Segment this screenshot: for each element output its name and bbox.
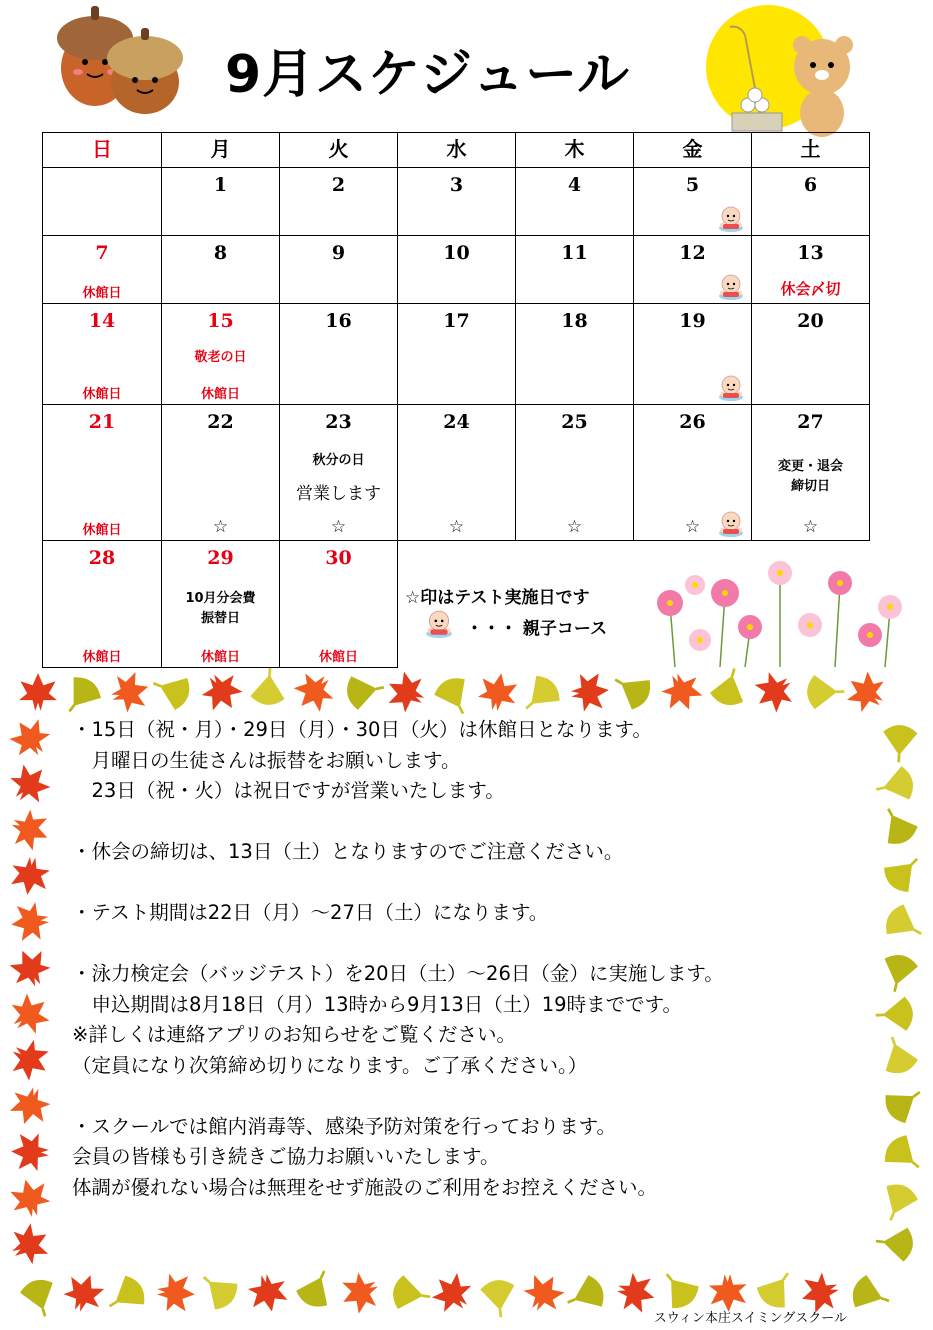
maple-leaf-icon — [569, 671, 611, 713]
closed-label: 休館日 — [200, 650, 240, 665]
notice-line — [72, 868, 724, 899]
day-number: 24 — [443, 411, 470, 433]
page-title: 9月スケジュール — [225, 45, 631, 105]
ginkgo-leaf-icon — [654, 1264, 702, 1313]
calendar-cell — [751, 167, 870, 236]
calendar-cell — [633, 167, 752, 236]
notice-line — [72, 807, 724, 838]
ginkgo-leaf-icon — [880, 847, 929, 896]
maple-leaf-icon — [6, 1082, 54, 1130]
weekday-sun: 日 — [42, 132, 162, 168]
maple-leaf-icon — [4, 1034, 56, 1086]
maple-leaf-icon — [381, 668, 432, 717]
change-deadline-line1: 変更・退会 — [777, 459, 843, 474]
weekday-tue: 火 — [279, 132, 398, 168]
calendar-cell-empty — [42, 167, 162, 236]
fee-transfer-line2: 振替日 — [200, 611, 240, 626]
ginkgo-leaf-icon — [391, 1275, 432, 1313]
ginkgo-leaf-icon — [875, 997, 913, 1031]
maple-leaf-icon — [518, 1267, 570, 1319]
notice-line: 23日（祝・火）は祝日ですが営業いたします。 — [72, 779, 505, 802]
calendar-cell — [397, 303, 516, 405]
calendar-cell — [279, 303, 398, 405]
notice-text — [72, 715, 724, 1203]
day-number: 5 — [685, 174, 700, 196]
calendar-cell — [279, 540, 398, 668]
calendar-cell — [42, 404, 162, 541]
day-number: 4 — [567, 174, 582, 196]
calendar-cell — [397, 235, 516, 304]
baby-icon — [717, 509, 745, 537]
weekday-fri: 金 — [633, 132, 752, 168]
fee-transfer-line1: 10月分会費 — [185, 591, 256, 606]
ginkgo-leaf-icon — [874, 801, 920, 849]
holiday-label: 敬老の日 — [194, 350, 247, 365]
day-number: 19 — [679, 310, 706, 332]
test-star: ☆ — [448, 517, 465, 537]
notice-line: ・15日（祝・月）・29日（月）・30日（火）は休館日となります。 — [72, 718, 652, 741]
maple-leaf-icon — [5, 805, 55, 855]
ginkgo-leaf-icon — [251, 668, 286, 706]
change-deadline-line2: 締切日 — [790, 479, 830, 494]
holiday-label: 秋分の日 — [312, 453, 365, 468]
ginkgo-leaf-icon — [56, 673, 104, 722]
maple-leaf-icon — [613, 1270, 659, 1316]
calendar-cell — [633, 303, 752, 405]
closed-label: 休館日 — [200, 387, 240, 402]
ginkgo-leaf-icon — [880, 1132, 929, 1180]
weekday-thu: 木 — [515, 132, 634, 168]
school-name-footer: スウィン本庄スイミングスクール — [653, 1311, 847, 1326]
calendar-cell — [515, 404, 634, 541]
day-number: 1 — [213, 174, 228, 196]
ginkgo-leaf-icon — [882, 902, 930, 948]
day-number: 10 — [443, 242, 470, 264]
moon-bear-illustration — [700, 5, 865, 140]
ginkgo-leaf-icon — [561, 1273, 607, 1317]
day-number: 28 — [88, 547, 116, 569]
calendar-cell — [42, 303, 162, 405]
day-number: 16 — [325, 310, 352, 332]
maple-leaf-icon — [9, 855, 52, 898]
day-number: 12 — [679, 242, 706, 264]
maple-leaf-icon — [9, 901, 52, 944]
maple-leaf-icon — [425, 1266, 478, 1319]
baby-icon — [717, 272, 745, 300]
maple-leaf-icon — [10, 1132, 49, 1171]
ginkgo-leaf-icon — [480, 1279, 517, 1319]
notice-line: 月曜日の生徒さんは振替をお願いします。 — [72, 748, 461, 772]
calendar-cell — [397, 404, 516, 541]
maple-leaf-icon — [4, 1218, 56, 1270]
notice-line — [72, 929, 724, 960]
notice-line: 体調が優れない場合は無理をせず施設のご利用をお控えください。 — [72, 1175, 658, 1199]
day-number: 6 — [803, 174, 818, 196]
ginkgo-leaf-icon — [879, 953, 919, 996]
ginkgo-leaf-icon — [877, 1032, 920, 1077]
closed-label: 休館日 — [82, 523, 122, 538]
maple-leaf-icon — [156, 1273, 196, 1313]
recess-deadline-label: 休会〆切 — [780, 280, 841, 298]
test-star: ☆ — [684, 517, 701, 537]
test-star: ☆ — [566, 517, 583, 537]
ginkgo-leaf-icon — [709, 668, 750, 708]
maple-leaf-icon — [3, 987, 56, 1040]
notice-line: ・テスト期間は22日（月）～27日（土）になります。 — [72, 901, 549, 924]
ginkgo-leaf-icon — [849, 1274, 894, 1317]
calendar-cell — [279, 404, 398, 541]
calendar-cell — [42, 235, 162, 304]
day-number: 17 — [443, 310, 470, 332]
ginkgo-leaf-icon — [873, 765, 916, 805]
closed-label: 休館日 — [82, 650, 122, 665]
day-number: 14 — [88, 310, 116, 332]
day-number: 18 — [561, 310, 588, 332]
calendar-cell — [751, 404, 870, 541]
day-number: 25 — [561, 411, 588, 433]
legend-test-note: ☆印はテスト実施日です — [405, 588, 590, 608]
ginkgo-leaf-icon — [876, 1180, 920, 1226]
test-star: ☆ — [330, 517, 347, 537]
baby-icon — [717, 373, 745, 401]
day-number: 11 — [561, 242, 588, 264]
ginkgo-leaf-icon — [883, 725, 917, 763]
weekday-sat: 土 — [751, 132, 870, 168]
day-number: 8 — [213, 242, 228, 264]
notice-line — [72, 1081, 724, 1112]
notice-line: ・スクールでは館内消毒等、感染予防対策を行っております。 — [72, 1114, 617, 1138]
maple-leaf-icon — [7, 1175, 53, 1221]
notice-line: 申込期間は8月18日（月）13時から9月13日（土）19時までです。 — [72, 992, 683, 1016]
closed-label: 休館日 — [82, 387, 122, 402]
day-number: 2 — [331, 174, 346, 196]
cosmos-flowers-illustration — [640, 555, 915, 670]
day-number: 27 — [797, 411, 824, 433]
maple-leaf-icon — [196, 668, 248, 718]
closed-label: 休館日 — [318, 650, 358, 665]
ginkgo-leaf-icon — [881, 1079, 929, 1126]
day-number: 9 — [331, 242, 346, 264]
ginkgo-leaf-icon — [101, 1273, 149, 1320]
baby-icon — [424, 608, 454, 638]
calendar-cell — [161, 540, 280, 668]
ginkgo-leaf-icon — [607, 668, 655, 712]
weekday-wed: 水 — [397, 132, 516, 168]
ginkgo-leaf-icon — [515, 672, 564, 721]
day-number: 26 — [679, 411, 706, 433]
calendar-cell — [751, 235, 870, 304]
test-star: ☆ — [802, 517, 819, 537]
calendar-cell — [515, 167, 634, 236]
day-number: 23 — [325, 411, 352, 433]
maple-leaf-icon — [4, 712, 56, 764]
day-number: 22 — [207, 411, 234, 433]
maple-leaf-icon — [246, 1271, 291, 1316]
day-number: 7 — [95, 242, 109, 264]
day-number: 20 — [797, 310, 824, 332]
day-number: 13 — [797, 242, 824, 264]
day-number: 15 — [207, 310, 234, 332]
notice-line: ・休会の締切は、13日（土）となりますのでご注意ください。 — [72, 840, 624, 863]
notice-line: 会員の皆様も引き続きご協力お願いいたします。 — [72, 1145, 500, 1168]
ginkgo-leaf-icon — [294, 1264, 339, 1311]
ginkgo-leaf-icon — [808, 675, 845, 708]
ginkgo-leaf-icon — [874, 1225, 914, 1262]
calendar-cell — [161, 404, 280, 541]
maple-leaf-icon — [3, 757, 56, 810]
calendar-cell — [279, 235, 398, 304]
maple-leaf-icon — [476, 670, 520, 714]
notice-line: ※詳しくは連絡アプリのお知らせをご覧ください。 — [72, 1023, 516, 1046]
ginkgo-leaf-icon — [148, 668, 194, 711]
ginkgo-leaf-icon — [193, 1265, 242, 1313]
calendar-cell — [161, 167, 280, 236]
maple-leaf-icon — [60, 1269, 108, 1317]
maple-leaf-icon — [334, 1267, 385, 1318]
acorn-characters-illustration — [45, 0, 190, 120]
ginkgo-leaf-icon — [432, 674, 477, 721]
calendar-cell — [515, 303, 634, 405]
maple-leaf-icon — [287, 668, 340, 719]
maple-leaf-icon — [107, 669, 154, 716]
closed-label: 休館日 — [82, 286, 122, 301]
maple-leaf-icon — [657, 668, 706, 717]
day-number: 3 — [449, 174, 464, 196]
calendar-cell — [42, 540, 162, 668]
open-label: 営業します — [296, 484, 381, 504]
maple-leaf-icon — [19, 673, 57, 711]
ginkgo-leaf-icon — [754, 1264, 801, 1312]
ginkgo-leaf-icon — [19, 1277, 61, 1321]
weekday-mon: 月 — [161, 132, 280, 168]
test-star: ☆ — [212, 517, 229, 537]
ginkgo-leaf-icon — [345, 671, 387, 710]
maple-leaf-icon — [840, 668, 893, 718]
calendar-cell — [515, 235, 634, 304]
day-number: 29 — [207, 547, 234, 569]
maple-leaf-icon — [747, 668, 800, 719]
day-number: 30 — [325, 547, 352, 569]
legend-parent-course: ・・・ 親子コース — [466, 619, 608, 639]
maple-leaf-icon — [5, 943, 55, 993]
calendar-cell — [279, 167, 398, 236]
notice-line: （定員になり次第締め切りになります。ご了承ください。） — [72, 1053, 588, 1077]
calendar-cell — [633, 404, 752, 541]
baby-icon — [717, 204, 745, 232]
notice-line: ・泳力検定会（バッジテスト）を20日（土）～26日（金）に実施します。 — [72, 962, 724, 985]
calendar-cell — [751, 303, 870, 405]
calendar-cell — [161, 303, 280, 405]
calendar-cell — [633, 235, 752, 304]
calendar-cell — [397, 167, 516, 236]
calendar-cell — [161, 235, 280, 304]
day-number: 21 — [88, 411, 116, 433]
